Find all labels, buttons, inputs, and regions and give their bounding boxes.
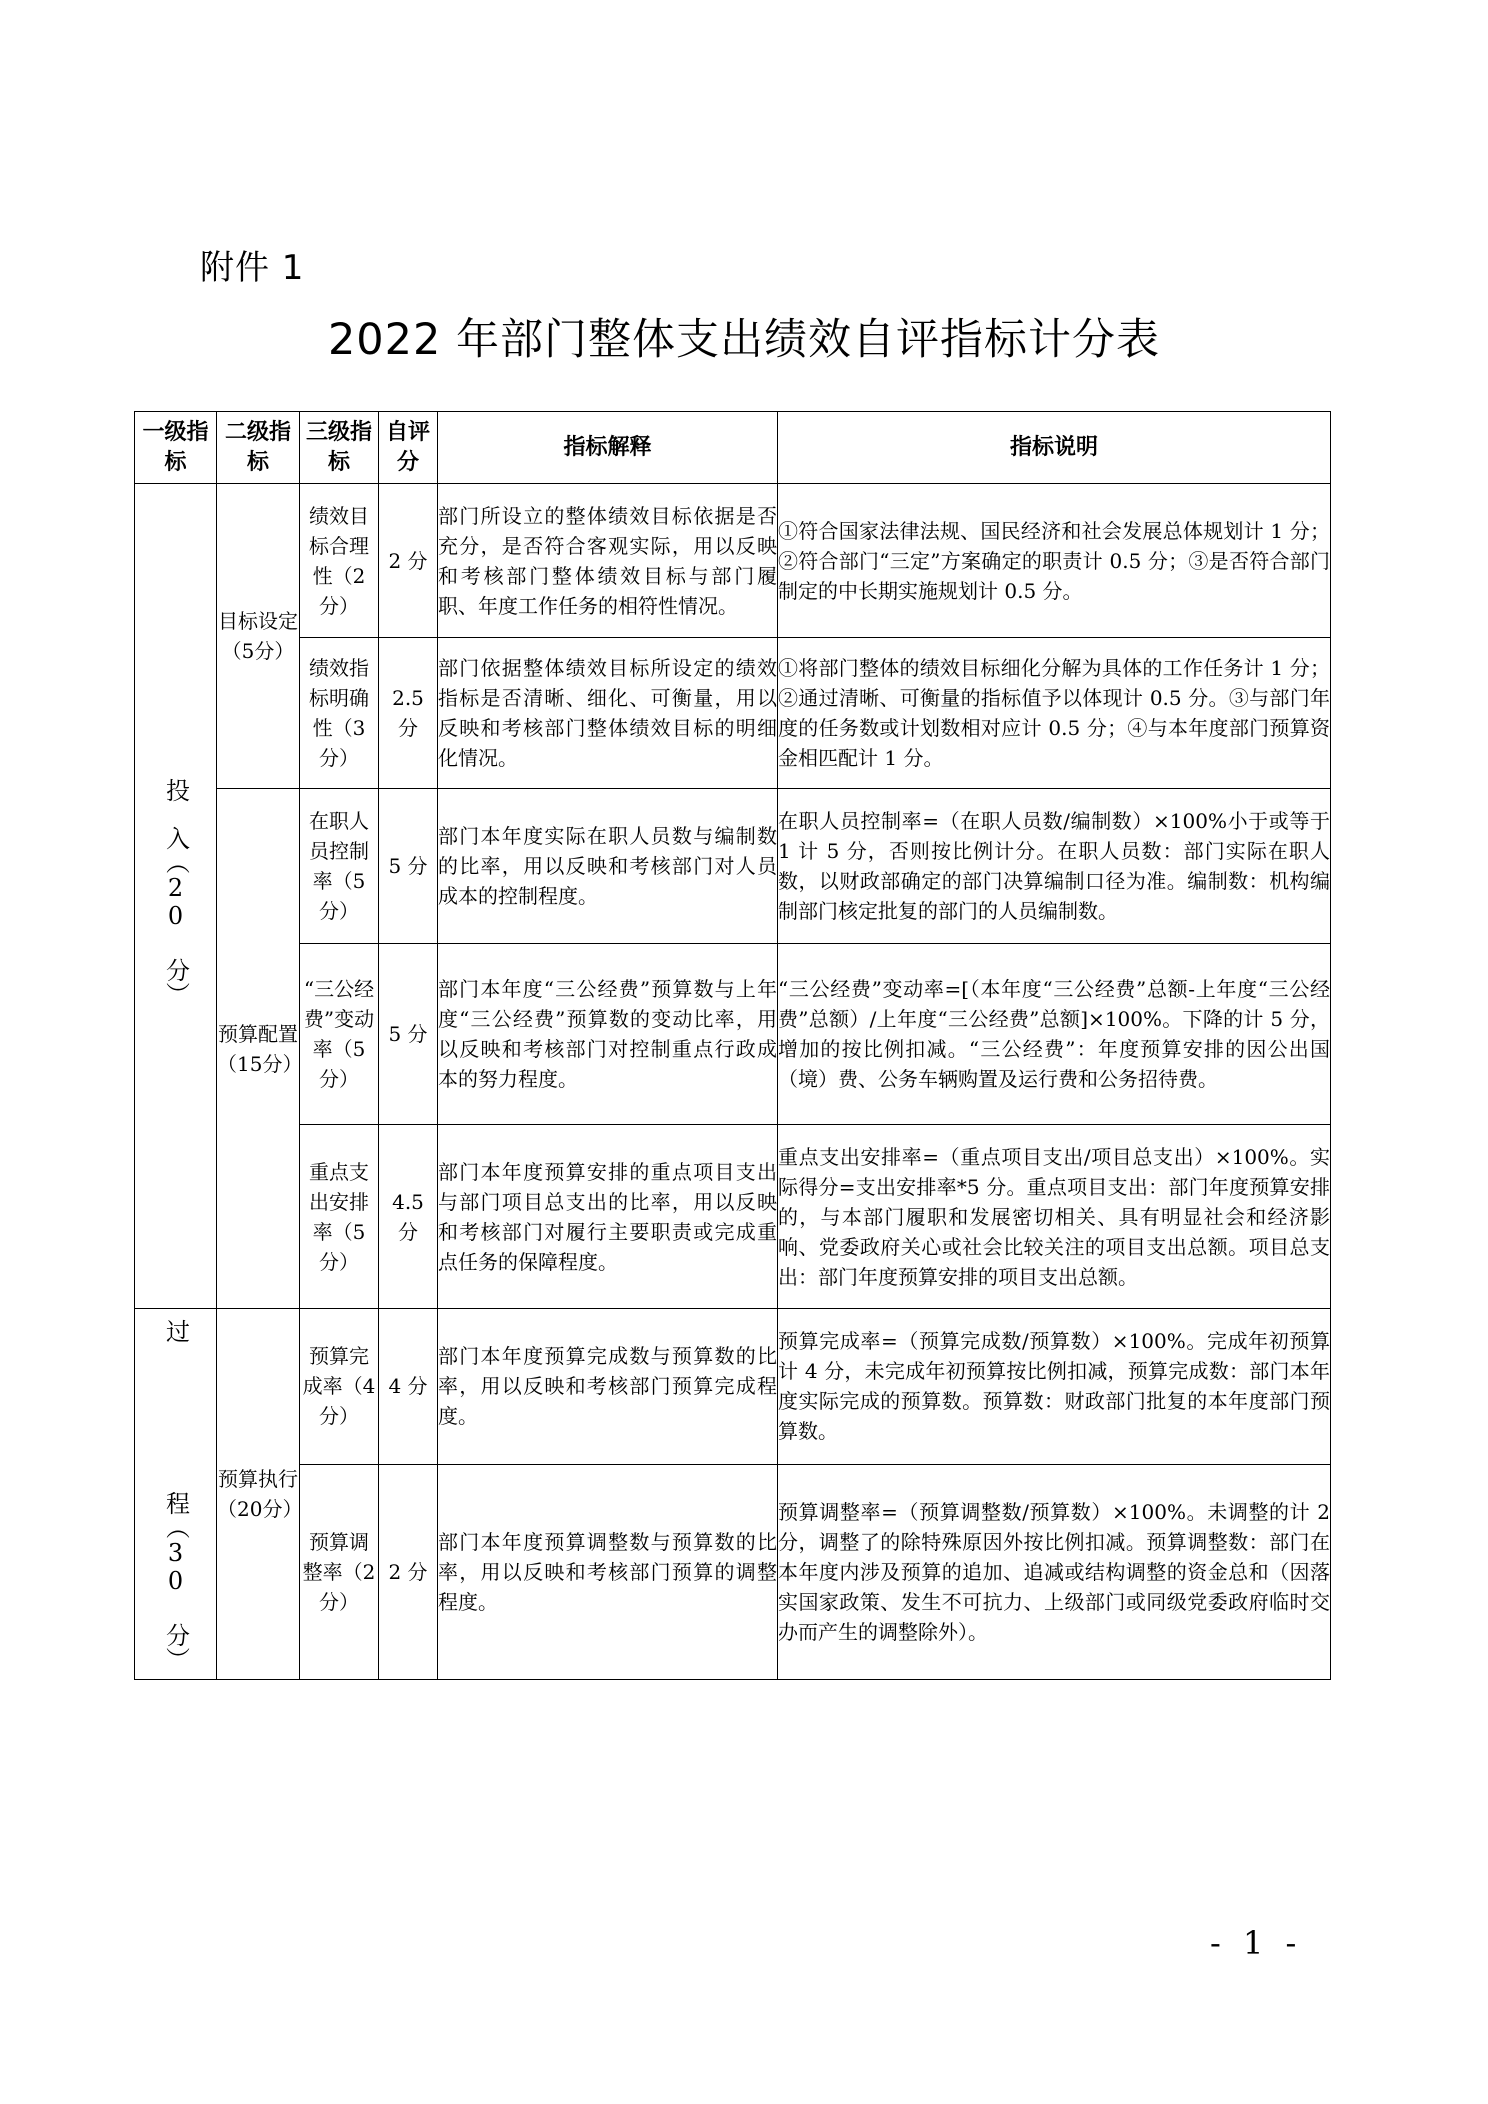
group-process (135, 1309, 217, 1680)
row-score: 2 分 (379, 1464, 438, 1679)
header-score: 自评分 (379, 412, 438, 484)
row-explain: 部门所设立的整体绩效目标依据是否充分，是否符合客观实际，用以反映和考核部门整体绩效目标与部门履职、年度工作任务的相符性情况。 (438, 484, 778, 638)
row-name: “三公经费”变动率（5分） (300, 944, 379, 1125)
row-name: 在职人员控制率（5分） (300, 789, 379, 944)
row-score: 5 分 (379, 789, 438, 944)
row-desc: ①将部门整体的绩效目标细化分解为具体的工作任务计 1 分；②通过清晰、可衡量的指标值予以体现计 0.5 分。③与部门年度的任务数或计划数相对应计 0.5 分；④与本年度部门预算资金相匹配计 1 分。 (778, 638, 1331, 789)
row-score: 5 分 (379, 944, 438, 1125)
row-explain: 部门本年度实际在职人员数与编制数的比率，用以反映和考核部门对人员成本的控制程度。 (438, 789, 778, 944)
header-row (135, 412, 1331, 484)
group-process-top: 过 (161, 1319, 190, 1343)
header-level1: 一级指标 (135, 412, 217, 484)
table-row (135, 1309, 1331, 1465)
row-explain: 部门本年度预算调整数与预算数的比率，用以反映和考核部门预算的调整程度。 (438, 1464, 778, 1679)
row-score: 4 分 (379, 1309, 438, 1465)
sub-target: 目标设定（5分） (217, 484, 300, 789)
row-name: 预算完成率（4分） (300, 1309, 379, 1465)
row-explain: 部门本年度预算完成数与预算数的比率，用以反映和考核部门预算完成程度。 (438, 1309, 778, 1465)
score-table (134, 411, 1331, 1680)
group-input (135, 484, 217, 1309)
row-name: 预算调整率（2分） (300, 1464, 379, 1679)
row-score: 2.5 分 (379, 638, 438, 789)
page-title: 2022 年部门整体支出绩效自评指标计分表 (327, 315, 1161, 365)
table-row (135, 1125, 1331, 1309)
group-input-label: 投 入（20 分） (161, 778, 190, 1006)
row-desc: 预算完成率=（预算完成数/预算数）×100%。完成年初预算计 4 分，未完成年初预算按比例扣减，预算完成数：部门本年度实际完成的预算数。预算数：财政部门批复的本年度部门预算数。 (778, 1309, 1331, 1465)
row-desc: “三公经费”变动率=[（本年度“三公经费”总额-上年度“三公经费”总额）/上年度“三公经费”总额]×100%。下降的计 5 分，增加的按比例扣减。“三公经费”：年度预算安排的因公出国（境）费、公务车辆购置及运行费和公务招待费。 (778, 944, 1331, 1125)
table-row (135, 944, 1331, 1125)
row-explain: 部门本年度预算安排的重点项目支出与部门项目总支出的比率，用以反映和考核部门对履行主要职责或完成重点任务的保障程度。 (438, 1125, 778, 1309)
table-row (135, 789, 1331, 944)
row-desc: 预算调整率=（预算调整数/预算数）×100%。未调整的计 2 分，调整了的除特殊原因外按比例扣减。预算调整数：部门在本年度内涉及预算的追加、追减或结构调整的资金总和（因落实国家政策、发生不可抗力、上级部门或同级党委政府临时交办而产生的调整除外）。 (778, 1464, 1331, 1679)
table-row (135, 1464, 1331, 1679)
header-level2: 二级指标 (217, 412, 300, 484)
row-explain: 部门依据整体绩效目标所设定的绩效指标是否清晰、细化、可衡量，用以反映和考核部门整体绩效目标的明细化情况。 (438, 638, 778, 789)
header-level3: 三级指标 (300, 412, 379, 484)
header-explain: 指标解释 (438, 412, 778, 484)
annex-label: 附件 1 (200, 248, 305, 288)
row-explain: 部门本年度“三公经费”预算数与上年度“三公经费”预算数的变动比率，用以反映和考核部门对控制重点行政成本的努力程度。 (438, 944, 778, 1125)
row-name: 绩效指标明确性（3分） (300, 638, 379, 789)
row-desc: ①符合国家法律法规、国民经济和社会发展总体规划计 1 分；②符合部门“三定”方案确定的职责计 0.5 分；③是否符合部门制定的中长期实施规划计 0.5 分。 (778, 484, 1331, 638)
row-score: 4.5 分 (379, 1125, 438, 1309)
row-desc: 重点支出安排率=（重点项目支出/项目总支出）×100%。实际得分=支出安排率*5 分。重点项目支出：部门年度预算安排的，与本部门履职和发展密切相关、具有明显社会和经济影响、党委政府关心或社会比较关注的项目支出总额。项目总支出：部门年度预算安排的项目支出总额。 (778, 1125, 1331, 1309)
page-number: - 1 - (1210, 1924, 1303, 1962)
table-row (135, 638, 1331, 789)
row-desc: 在职人员控制率=（在职人员数/编制数）×100%小于或等于 1 计 5 分，否则按比例计分。在职人员数：部门实际在职人数，以财政部确定的部门决算编制口径为准。编制数：机构编制部门核定批复的部门的人员编制数。 (778, 789, 1331, 944)
sub-budget-exec: 预算执行（20分） (217, 1309, 300, 1680)
group-process-bottom: 程（30 分） (161, 1491, 190, 1671)
row-score: 2 分 (379, 484, 438, 638)
header-desc: 指标说明 (778, 412, 1331, 484)
sub-budget-config: 预算配置（15分） (217, 789, 300, 1309)
table-row (135, 484, 1331, 638)
row-name: 绩效目标合理性（2分） (300, 484, 379, 638)
row-name: 重点支出安排率（5分） (300, 1125, 379, 1309)
